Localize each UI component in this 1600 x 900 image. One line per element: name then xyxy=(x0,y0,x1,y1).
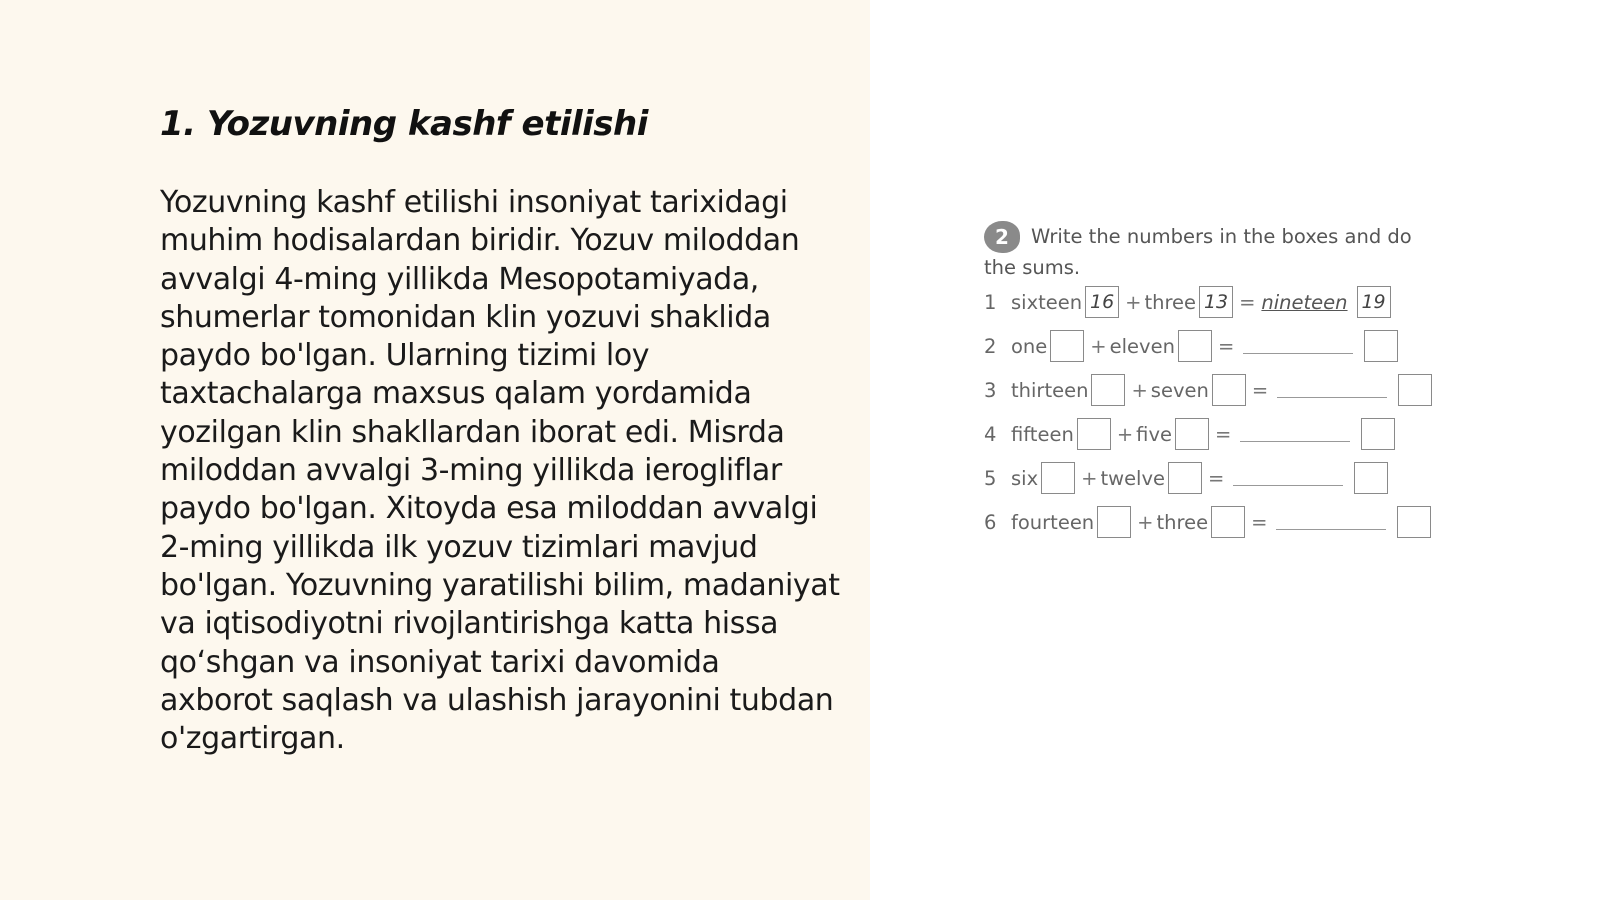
exercise-header xyxy=(984,221,1444,283)
result-blank-line xyxy=(1233,485,1343,486)
number-word-b: three xyxy=(1156,510,1209,534)
answer-box-b xyxy=(1178,330,1212,362)
exercise-instruction-line2: the sums. xyxy=(984,256,1081,279)
equals-sign: = xyxy=(1208,466,1225,490)
number-word-b: five xyxy=(1136,422,1172,446)
exercise-row-4 xyxy=(984,416,1398,452)
answer-box-a: 16 xyxy=(1085,286,1119,318)
number-word-a: six xyxy=(1011,466,1039,490)
exercise-row-1 xyxy=(984,284,1394,320)
equals-sign: = xyxy=(1251,510,1268,534)
answer-box-result xyxy=(1354,462,1388,494)
row-number: 2 xyxy=(984,334,997,358)
slide-title: 1. Yozuvning kashf etilishi xyxy=(160,104,648,144)
result-blank-line xyxy=(1276,529,1386,530)
answer-box-result xyxy=(1361,418,1395,450)
row-number: 4 xyxy=(984,422,997,446)
number-word-a: one xyxy=(1011,334,1048,358)
answer-box-a xyxy=(1077,418,1111,450)
number-word-b: seven xyxy=(1150,378,1209,402)
answer-box-b xyxy=(1212,374,1246,406)
row-number: 6 xyxy=(984,510,997,534)
equals-sign: = xyxy=(1214,422,1232,446)
answer-box-result xyxy=(1397,506,1431,538)
answer-box-a xyxy=(1091,374,1125,406)
answer-box-result xyxy=(1364,330,1398,362)
exercise-instruction-line1: Write the numbers in the boxes and do xyxy=(1031,225,1412,248)
number-word-b: three xyxy=(1144,290,1197,314)
number-word-a: fourteen xyxy=(1011,510,1095,534)
number-word-b: twelve xyxy=(1100,466,1166,490)
result-blank-line xyxy=(1240,441,1350,442)
result-blank-line xyxy=(1277,397,1387,398)
answer-box-b xyxy=(1175,418,1209,450)
answer-box-a xyxy=(1050,330,1084,362)
plus-sign: + xyxy=(1116,422,1134,446)
row-number: 3 xyxy=(984,378,997,402)
equals-sign: = xyxy=(1217,334,1235,358)
row-number: 1 xyxy=(984,290,997,314)
exercise-row-6 xyxy=(984,504,1434,540)
exercise-image xyxy=(984,221,1444,534)
answer-box-result xyxy=(1398,374,1432,406)
equals-sign: = xyxy=(1251,378,1269,402)
plus-sign: + xyxy=(1131,378,1148,402)
row-number: 5 xyxy=(984,466,997,490)
plus-sign: + xyxy=(1125,290,1142,314)
number-word-a: fifteen xyxy=(1011,422,1074,446)
result-blank-line xyxy=(1243,353,1353,354)
number-word-a: sixteen xyxy=(1011,290,1083,314)
number-word-b: eleven xyxy=(1109,334,1175,358)
answer-box-b: 13 xyxy=(1199,286,1233,318)
answer-box-b xyxy=(1168,462,1202,494)
answer-box-a xyxy=(1041,462,1075,494)
plus-sign: + xyxy=(1081,466,1098,490)
answer-box-result: 19 xyxy=(1357,286,1391,318)
plus-sign: + xyxy=(1137,510,1154,534)
result-word: nineteen xyxy=(1261,290,1348,314)
exercise-number-badge: 2 xyxy=(984,221,1020,253)
number-word-a: thirteen xyxy=(1011,378,1089,402)
exercise-row-3 xyxy=(984,372,1435,408)
answer-box-a xyxy=(1097,506,1131,538)
answer-box-b xyxy=(1211,506,1245,538)
slide-body-text: Yozuvning kashf etilishi insoniyat tarixidagi muhim hodisalardan biridir. Yozuv miloddan avvalgi 4-ming yillikda Mesopotamiyada, shumerlar tomonidan klin yozuvi shaklida paydo bo'lgan. Ularning tizimi loy taxtachalarga maxsus qalam yordamida yozilgan klin shakllardan iborat edi. Misrda miloddan avvalgi 3-ming yillikda ierogliflar paydo bo'lgan. Xitoyda esa miloddan avvalgi 2-ming yillikda ilk yozuv tizimlari mavjud bo'lgan. Yozuvning yaratilishi bilim, madaniyat va iqtisodiyotni rivojlantirishga katta hissa qo‘shgan va insoniyat tarixi davomida axborot saqlash va ulashish jarayonini tubdan o'zgartirgan. xyxy=(160,185,840,757)
exercise-row-2 xyxy=(984,328,1401,364)
equals-sign: = xyxy=(1239,290,1256,314)
exercise-row-5 xyxy=(984,460,1391,496)
plus-sign: + xyxy=(1090,334,1107,358)
